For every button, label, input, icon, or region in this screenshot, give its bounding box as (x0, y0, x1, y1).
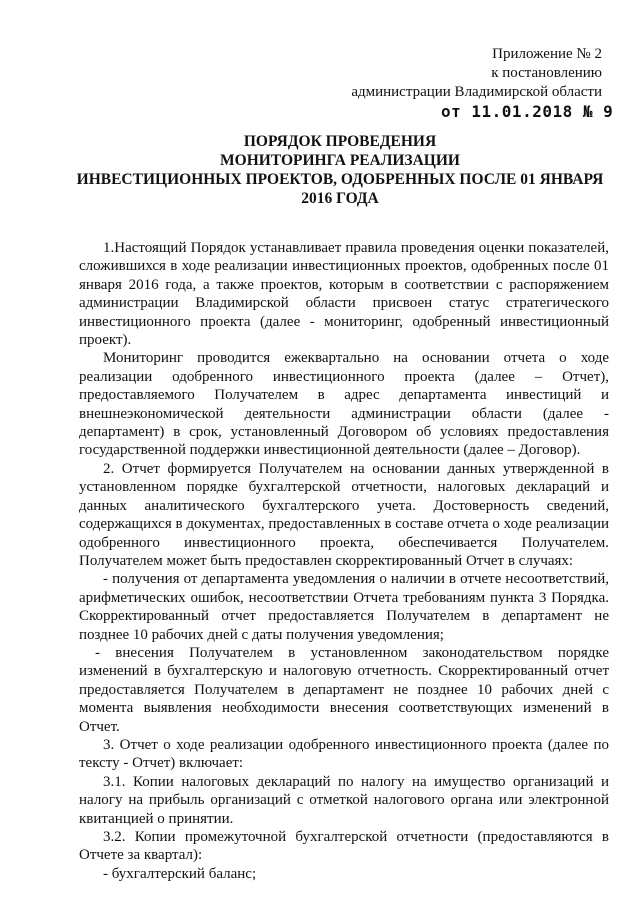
paragraph-5: - внесения Получателем в установленном законодательством порядке изменений в бухгалтерскую и налоговую отчетность. Скорректированный отчет предоставляется Получателем в департамент не позднее 10 рабочих дней с момента выявления необходимости внесения соответствующих изменений в Отчет. (79, 644, 609, 735)
document-title (70, 132, 610, 208)
title-line-1: ПОРЯДОК ПРОВЕДЕНИЯ (243, 133, 437, 150)
date-number-stamp: от 11.01.2018 № 9 (441, 102, 614, 121)
title-line-4: 2016 ГОДА (301, 190, 379, 207)
appendix-header (242, 45, 602, 102)
document-body (79, 239, 609, 883)
paragraph-7: 3.1. Копии налоговых деклараций по налогу на имущество организаций и налогу на прибыль организаций с отметкой налогового органа или электронной квитанцией о принятии. (79, 773, 609, 827)
paragraph-6: 3. Отчет о ходе реализации одобренного инвестиционного проекта (далее по тексту - Отчет) включает: (79, 736, 609, 772)
paragraph-8: 3.2. Копии промежуточной бухгалтерской отчетности (предоставляются в Отчете за квартал): (79, 829, 609, 864)
appendix-line-1: Приложение № 2 (492, 46, 602, 62)
paragraph-3: 2. Отчет формируется Получателем на основании данных утвержденной в установленном порядке бухгалтерской отчетности, налоговых деклараций и данных аналитического бухгалтерского учета. Достоверность сведений, содержащихся в документах, предоставленных в составе отчета о ходе реализации одобренного инвестиционного проекта, обеспечивается Получателем. Получателем может быть предоставлен скорректированный Отчет в случаях: (79, 460, 609, 569)
appendix-line-3: администрации Владимирской области (351, 84, 602, 100)
appendix-line-2: к постановлению (491, 65, 602, 81)
title-line-2: МОНИТОРИНГА РЕАЛИЗАЦИИ (220, 152, 460, 169)
paragraph-4: - получения от департамента уведомления о наличии в отчете несоответствий, арифметических ошибок, несоответствии Отчета требованиям пункта 3 Порядка. Скорректированный отчет предоставляется Получателем в департамент не позднее 10 рабочих дней с даты получения уведомления; (79, 571, 609, 643)
paragraph-9: - бухгалтерский баланс; (103, 865, 257, 882)
title-line-3: ИНВЕСТИЦИОННЫХ ПРОЕКТОВ, ОДОБРЕННЫХ ПОСЛЕ 01 ЯНВАРЯ (76, 171, 604, 188)
paragraph-2: Мониторинг проводится ежеквартально на основании отчета о ходе реализации одобренного инвестиционного проекта (далее – Отчет), предоставляемого Получателем в адрес департамента инвестиций и внешнеэкономической деятельности администрации области (далее - департамент) в срок, установленный Договором об условиях предоставления государственной поддержки инвестиционной деятельности (далее – Договор). (79, 350, 609, 459)
paragraph-1: 1.Настоящий Порядок устанавливает правила проведения оценки показателей, сложившихся в ходе реализации инвестиционных проектов, одобренных после 01 января 2016 года, а также проектов, которым в соответствии с распоряжением администрации Владимирской области присвоен статус стратегического инвестиционного проекта (далее - мониторинг, одобренный инвестиционный проект). (79, 240, 609, 349)
